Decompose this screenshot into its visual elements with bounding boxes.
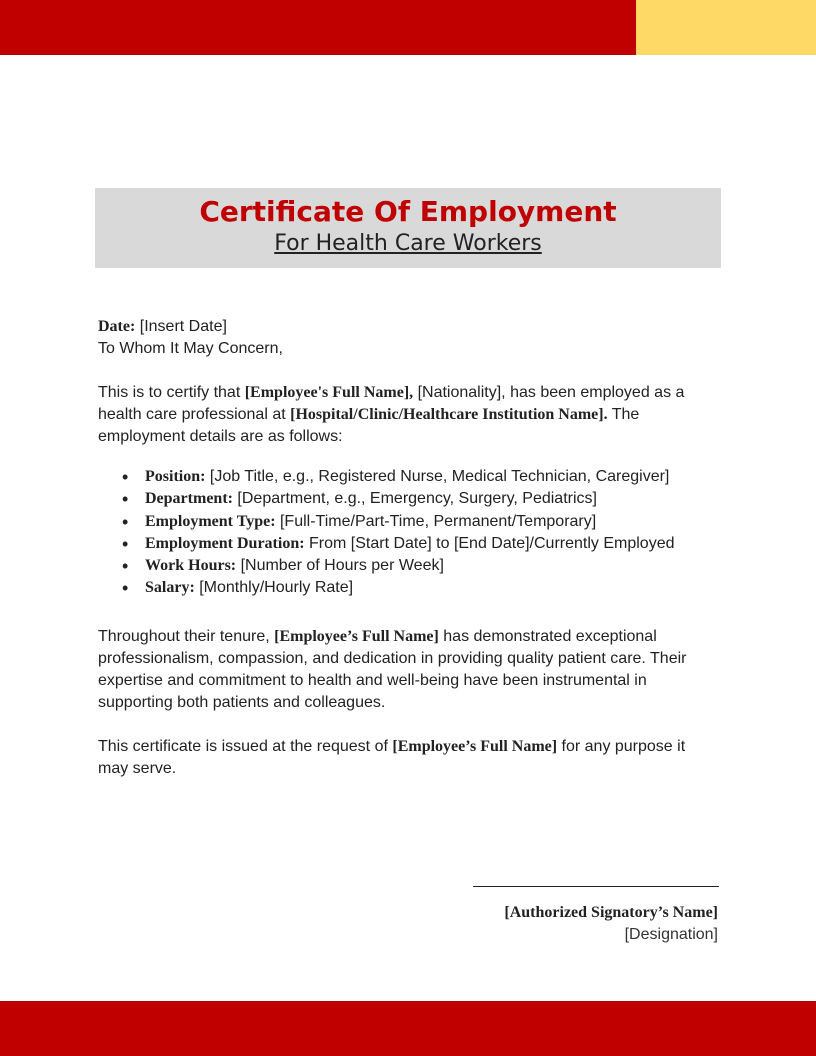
date-label: Date:	[98, 318, 136, 335]
detail-label: Department:	[145, 490, 233, 508]
employee-name-placeholder: [Employee’s Full Name]	[274, 627, 439, 645]
detail-value: [Department, e.g., Emergency, Surgery, Pediatrics]	[232, 490, 597, 508]
detail-value: From [Start Date] to [End Date]/Currently Employed	[304, 534, 675, 552]
detail-label: Work Hours:	[145, 557, 237, 575]
detail-label: Employment Type:	[145, 512, 276, 530]
detail-item-work-hours	[145, 555, 718, 577]
tenure-text-1: Throughout their tenure,	[98, 627, 275, 645]
issued-paragraph	[98, 736, 718, 780]
document-subtitle: For Health Care Workers	[274, 231, 542, 256]
signatory-name: [Authorized Signatory’s Name]	[504, 904, 718, 921]
detail-item-salary	[145, 577, 718, 599]
tenure-paragraph	[98, 626, 718, 714]
detail-item-employment-duration	[145, 533, 718, 555]
top-yellow-band	[636, 0, 816, 55]
detail-value: [Monthly/Hourly Rate]	[194, 579, 354, 597]
bottom-red-band	[0, 1001, 816, 1056]
intro-text-1: This is to certify that	[98, 384, 245, 401]
detail-label: Position:	[145, 468, 206, 485]
issued-text-2: for any purpose it may serve.	[98, 737, 686, 777]
intro-paragraph	[98, 382, 718, 448]
date-line	[98, 316, 718, 338]
employee-name-placeholder: [Employee's Full Name],	[244, 384, 414, 401]
detail-item-position	[145, 466, 718, 488]
title-banner	[95, 188, 721, 268]
institution-placeholder: [Hospital/Clinic/Healthcare Institution Name].	[290, 406, 608, 423]
signature-line	[473, 886, 719, 887]
employee-name-placeholder: [Employee’s Full Name]	[392, 737, 558, 755]
signatory-designation: [Designation]	[624, 926, 718, 943]
detail-value: [Number of Hours per Week]	[236, 557, 444, 575]
salutation: To Whom It May Concern,	[98, 340, 283, 357]
date-value: [Insert Date]	[135, 318, 227, 335]
detail-item-department	[145, 488, 718, 510]
detail-label: Salary:	[145, 579, 195, 597]
letter-body	[98, 316, 718, 780]
detail-item-employment-type	[145, 511, 718, 533]
issued-text-1: This certificate is issued at the request of	[98, 737, 393, 755]
detail-value: [Full-Time/Part-Time, Permanent/Temporary]	[275, 512, 597, 530]
top-red-band	[0, 0, 636, 55]
employment-details-list	[98, 466, 718, 600]
document-title: Certificate Of Employment	[199, 195, 617, 228]
detail-label: Employment Duration:	[145, 534, 305, 552]
intro-text-3: The employment details are as follows:	[98, 406, 640, 445]
tenure-text-2: has demonstrated exceptional professionalism, compassion, and dedication in providing quality patient care. Their expertise and commitment to health and well-being have been instrumental in supporting both patients and colleagues.	[98, 627, 687, 711]
detail-value: [Job Title, e.g., Registered Nurse, Medical Technician, Caregiver]	[205, 468, 670, 485]
intro-text-2: [Nationality], has been employed as a health care professional at	[98, 384, 685, 423]
